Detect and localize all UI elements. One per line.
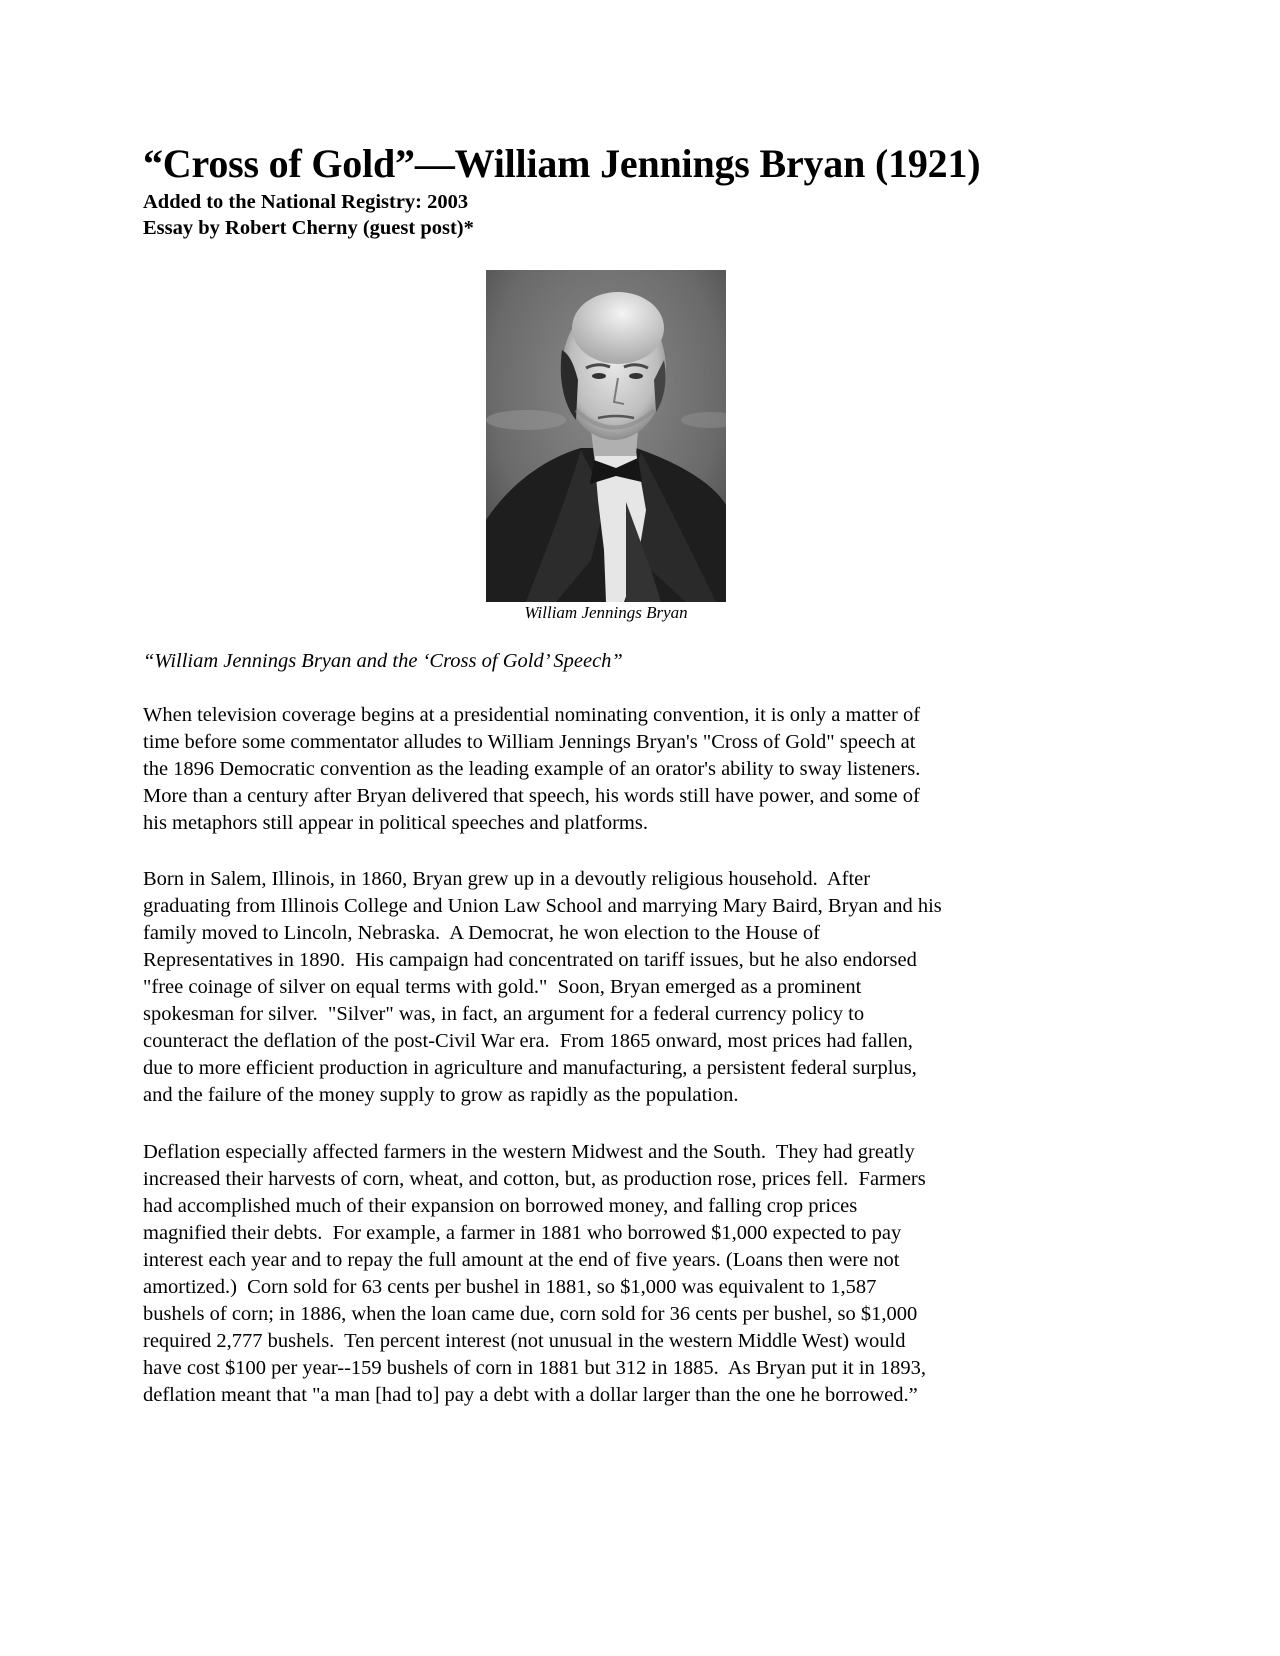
paragraph-line: the 1896 Democratic convention as the leading example of an orator's ability to sway listeners.	[143, 758, 921, 780]
paragraph-line: Representatives in 1890. His campaign had concentrated on tariff issues, but he also endorsed	[143, 949, 917, 971]
photo-caption: William Jennings Bryan	[524, 603, 688, 622]
paragraph-line: magnified their debts. For example, a farmer in 1881 who borrowed $1,000 expected to pay	[143, 1222, 902, 1244]
paragraph-line: When television coverage begins at a presidential nominating convention, it is only a matter of	[143, 704, 921, 726]
paragraph-line: interest each year and to repay the full amount at the end of five years. (Loans then were not	[143, 1249, 900, 1271]
paragraph-line: and the failure of the money supply to grow as rapidly as the population.	[143, 1084, 739, 1106]
paragraph-line: had accomplished much of their expansion on borrowed money, and falling crop prices	[143, 1195, 858, 1217]
paragraph-line: his metaphors still appear in political speeches and platforms.	[143, 812, 648, 834]
paragraph-line: Deflation especially affected farmers in the western Midwest and the South. They had greatly	[143, 1141, 915, 1163]
paragraph-line: "free coinage of silver on equal terms with gold." Soon, Bryan emerged as a prominent	[143, 976, 862, 998]
paragraph-2	[143, 866, 1143, 1109]
paragraph-line: Born in Salem, Illinois, in 1860, Bryan grew up in a devoutly religious household. After	[143, 868, 871, 890]
paragraph-line: graduating from Illinois College and Union Law School and marrying Mary Baird, Bryan and his	[143, 895, 942, 917]
paragraph-line: family moved to Lincoln, Nebraska. A Democrat, he won election to the House of	[143, 922, 820, 944]
paragraph-line: counteract the deflation of the post-Civil War era. From 1865 onward, most prices had fallen,	[143, 1030, 913, 1052]
paragraph-line: due to more efficient production in agriculture and manufacturing, a persistent federal surplus,	[143, 1057, 917, 1079]
paragraph-3	[143, 1139, 1143, 1409]
paragraph-line: More than a century after Bryan delivered that speech, his words still have power, and some of	[143, 785, 920, 807]
paragraph-line: have cost $100 per year--159 bushels of corn in 1881 but 312 in 1885. As Bryan put it in 1893,	[143, 1357, 927, 1379]
paragraph-line: increased their harvests of corn, wheat, and cotton, but, as production rose, prices fell. Farmers	[143, 1168, 926, 1190]
paragraph-line: amortized.) Corn sold for 63 cents per bushel in 1881, so $1,000 was equivalent to 1,587	[143, 1276, 877, 1298]
essay-subtitle: “William Jennings Bryan and the ‘Cross of Gold’ Speech”	[143, 650, 623, 672]
paragraph-line: deflation meant that "a man [had to] pay a debt with a dollar larger than the one he borrowed.”	[143, 1384, 918, 1406]
registry-year-line: Added to the National Registry: 2003	[143, 191, 469, 213]
page-title: “Cross of Gold”—William Jennings Bryan (1921)	[143, 141, 981, 186]
paragraph-line: required 2,777 bushels. Ten percent interest (not unusual in the western Middle West) would	[143, 1330, 906, 1352]
paragraph-line: time before some commentator alludes to William Jennings Bryan's "Cross of Gold" speech at	[143, 731, 916, 753]
paragraph-1	[143, 702, 1143, 837]
author-byline: Essay by Robert Cherny (guest post)*	[143, 217, 474, 239]
portrait-photo	[486, 270, 726, 602]
paragraph-line: spokesman for silver. "Silver" was, in fact, an argument for a federal currency policy to	[143, 1003, 865, 1025]
paragraph-line: bushels of corn; in 1886, when the loan came due, corn sold for 36 cents per bushel, so $1,000	[143, 1303, 918, 1325]
